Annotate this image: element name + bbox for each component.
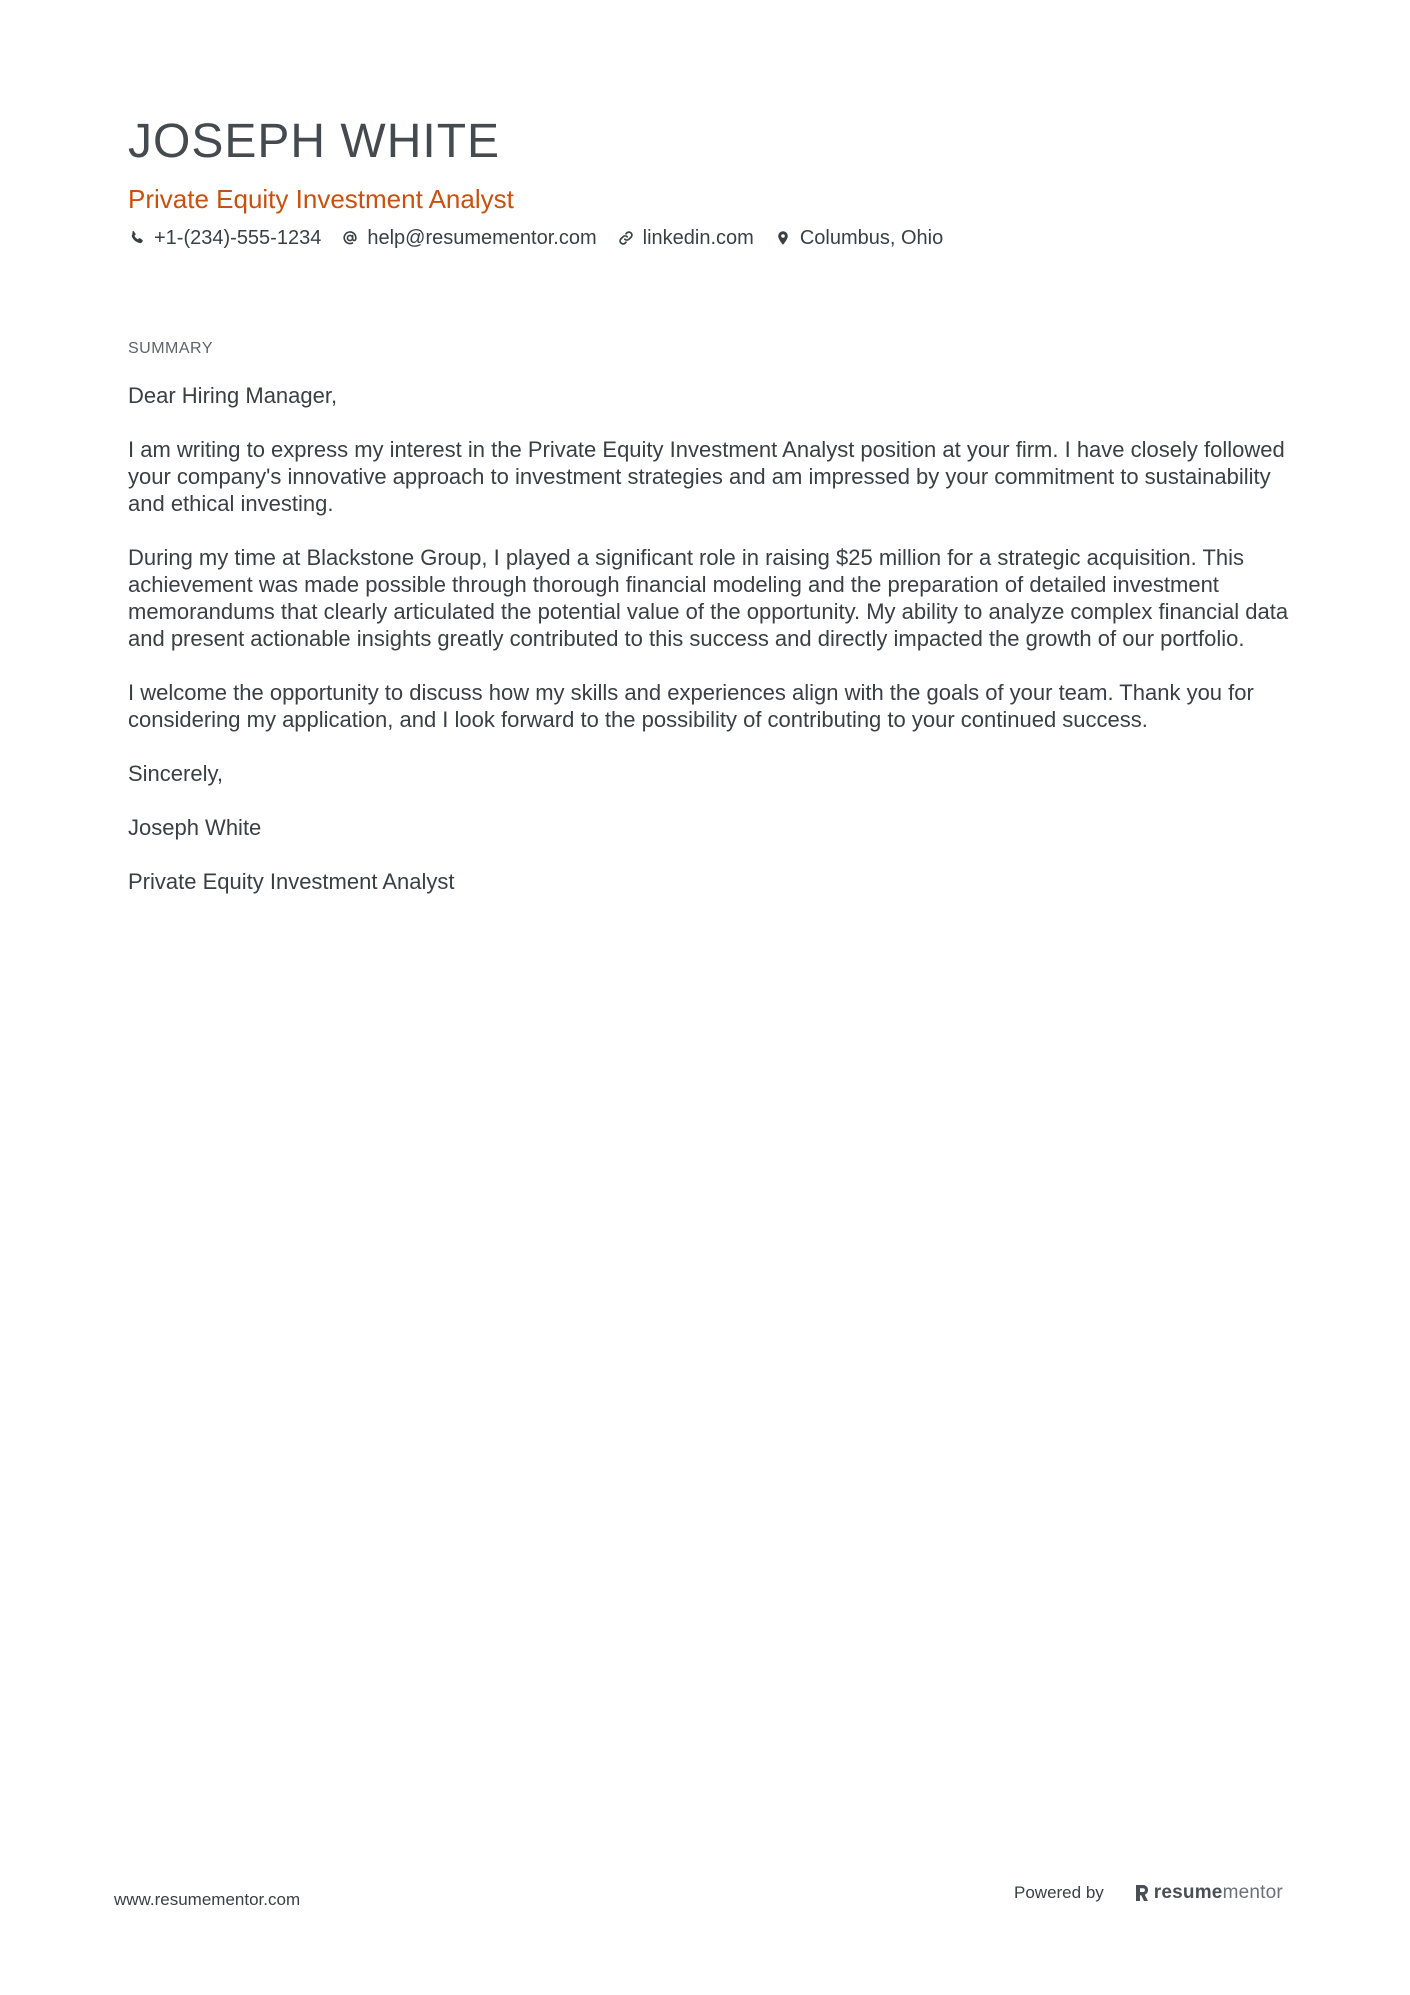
signature-name: Joseph White — [128, 815, 262, 840]
location-text: Columbus, Ohio — [799, 227, 944, 249]
logo-text-light: mentor — [1222, 1882, 1283, 1903]
resumementor-logo[interactable] — [1134, 1882, 1283, 1904]
contact-location — [774, 224, 943, 252]
section-heading: SUMMARY — [128, 340, 213, 357]
phone-text: +1-(234)-555-1234 — [154, 227, 322, 249]
contact-email[interactable] — [341, 224, 596, 252]
header — [128, 112, 1288, 252]
email-text[interactable]: help@resumementor.com — [367, 227, 597, 249]
at-icon — [341, 229, 359, 247]
letter-paragraph: During my time at Blackstone Group, I played a significant role in raising $25 million for a strategic acquisition. This achievement was made possible through thorough financial modeling and the preparation of detailed investment memorandums that clearly articulated the potential value of the opportunity. My ability to analyze complex financial data and present actionable insights greatly contributed to this success and directly impacted the growth of our portfolio. — [128, 545, 1289, 651]
logo-mark-icon — [1134, 1883, 1150, 1903]
link-text[interactable]: linkedin.com — [642, 227, 754, 249]
signature-title: Private Equity Investment Analyst — [128, 869, 455, 894]
phone-icon — [128, 229, 146, 247]
location-pin-icon — [774, 229, 792, 247]
cover-letter-body — [128, 382, 1298, 895]
greeting: Dear Hiring Manager, — [128, 383, 338, 408]
powered-by-label: Powered by — [1014, 1883, 1104, 1902]
logo-text-bold: resume — [1153, 1882, 1223, 1903]
contact-link[interactable] — [617, 224, 754, 252]
letter-paragraph: I welcome the opportunity to discuss how my skills and experiences align with the goals of your team. Thank you for considering my application, and I look forward to the possibility of contributing to your continued success. — [128, 680, 1254, 732]
link-icon — [617, 229, 635, 247]
footer-branding — [1014, 1882, 1283, 1904]
contact-phone — [128, 224, 321, 252]
candidate-name: JOSEPH WHITE — [128, 115, 501, 168]
letter-paragraph: I am writing to express my interest in the Private Equity Investment Analyst position at your firm. I have closely followed your company's innovative approach to investment strategies and am impressed by your commitment to sustainability and ethical investing. — [128, 437, 1285, 516]
contact-bar — [128, 224, 1288, 252]
closing: Sincerely, — [128, 761, 223, 786]
footer-website[interactable]: www.resumementor.com — [114, 1890, 301, 1909]
summary-section — [128, 338, 1298, 922]
job-title: Private Equity Investment Analyst — [128, 184, 514, 214]
logo-text — [1154, 1882, 1283, 1904]
